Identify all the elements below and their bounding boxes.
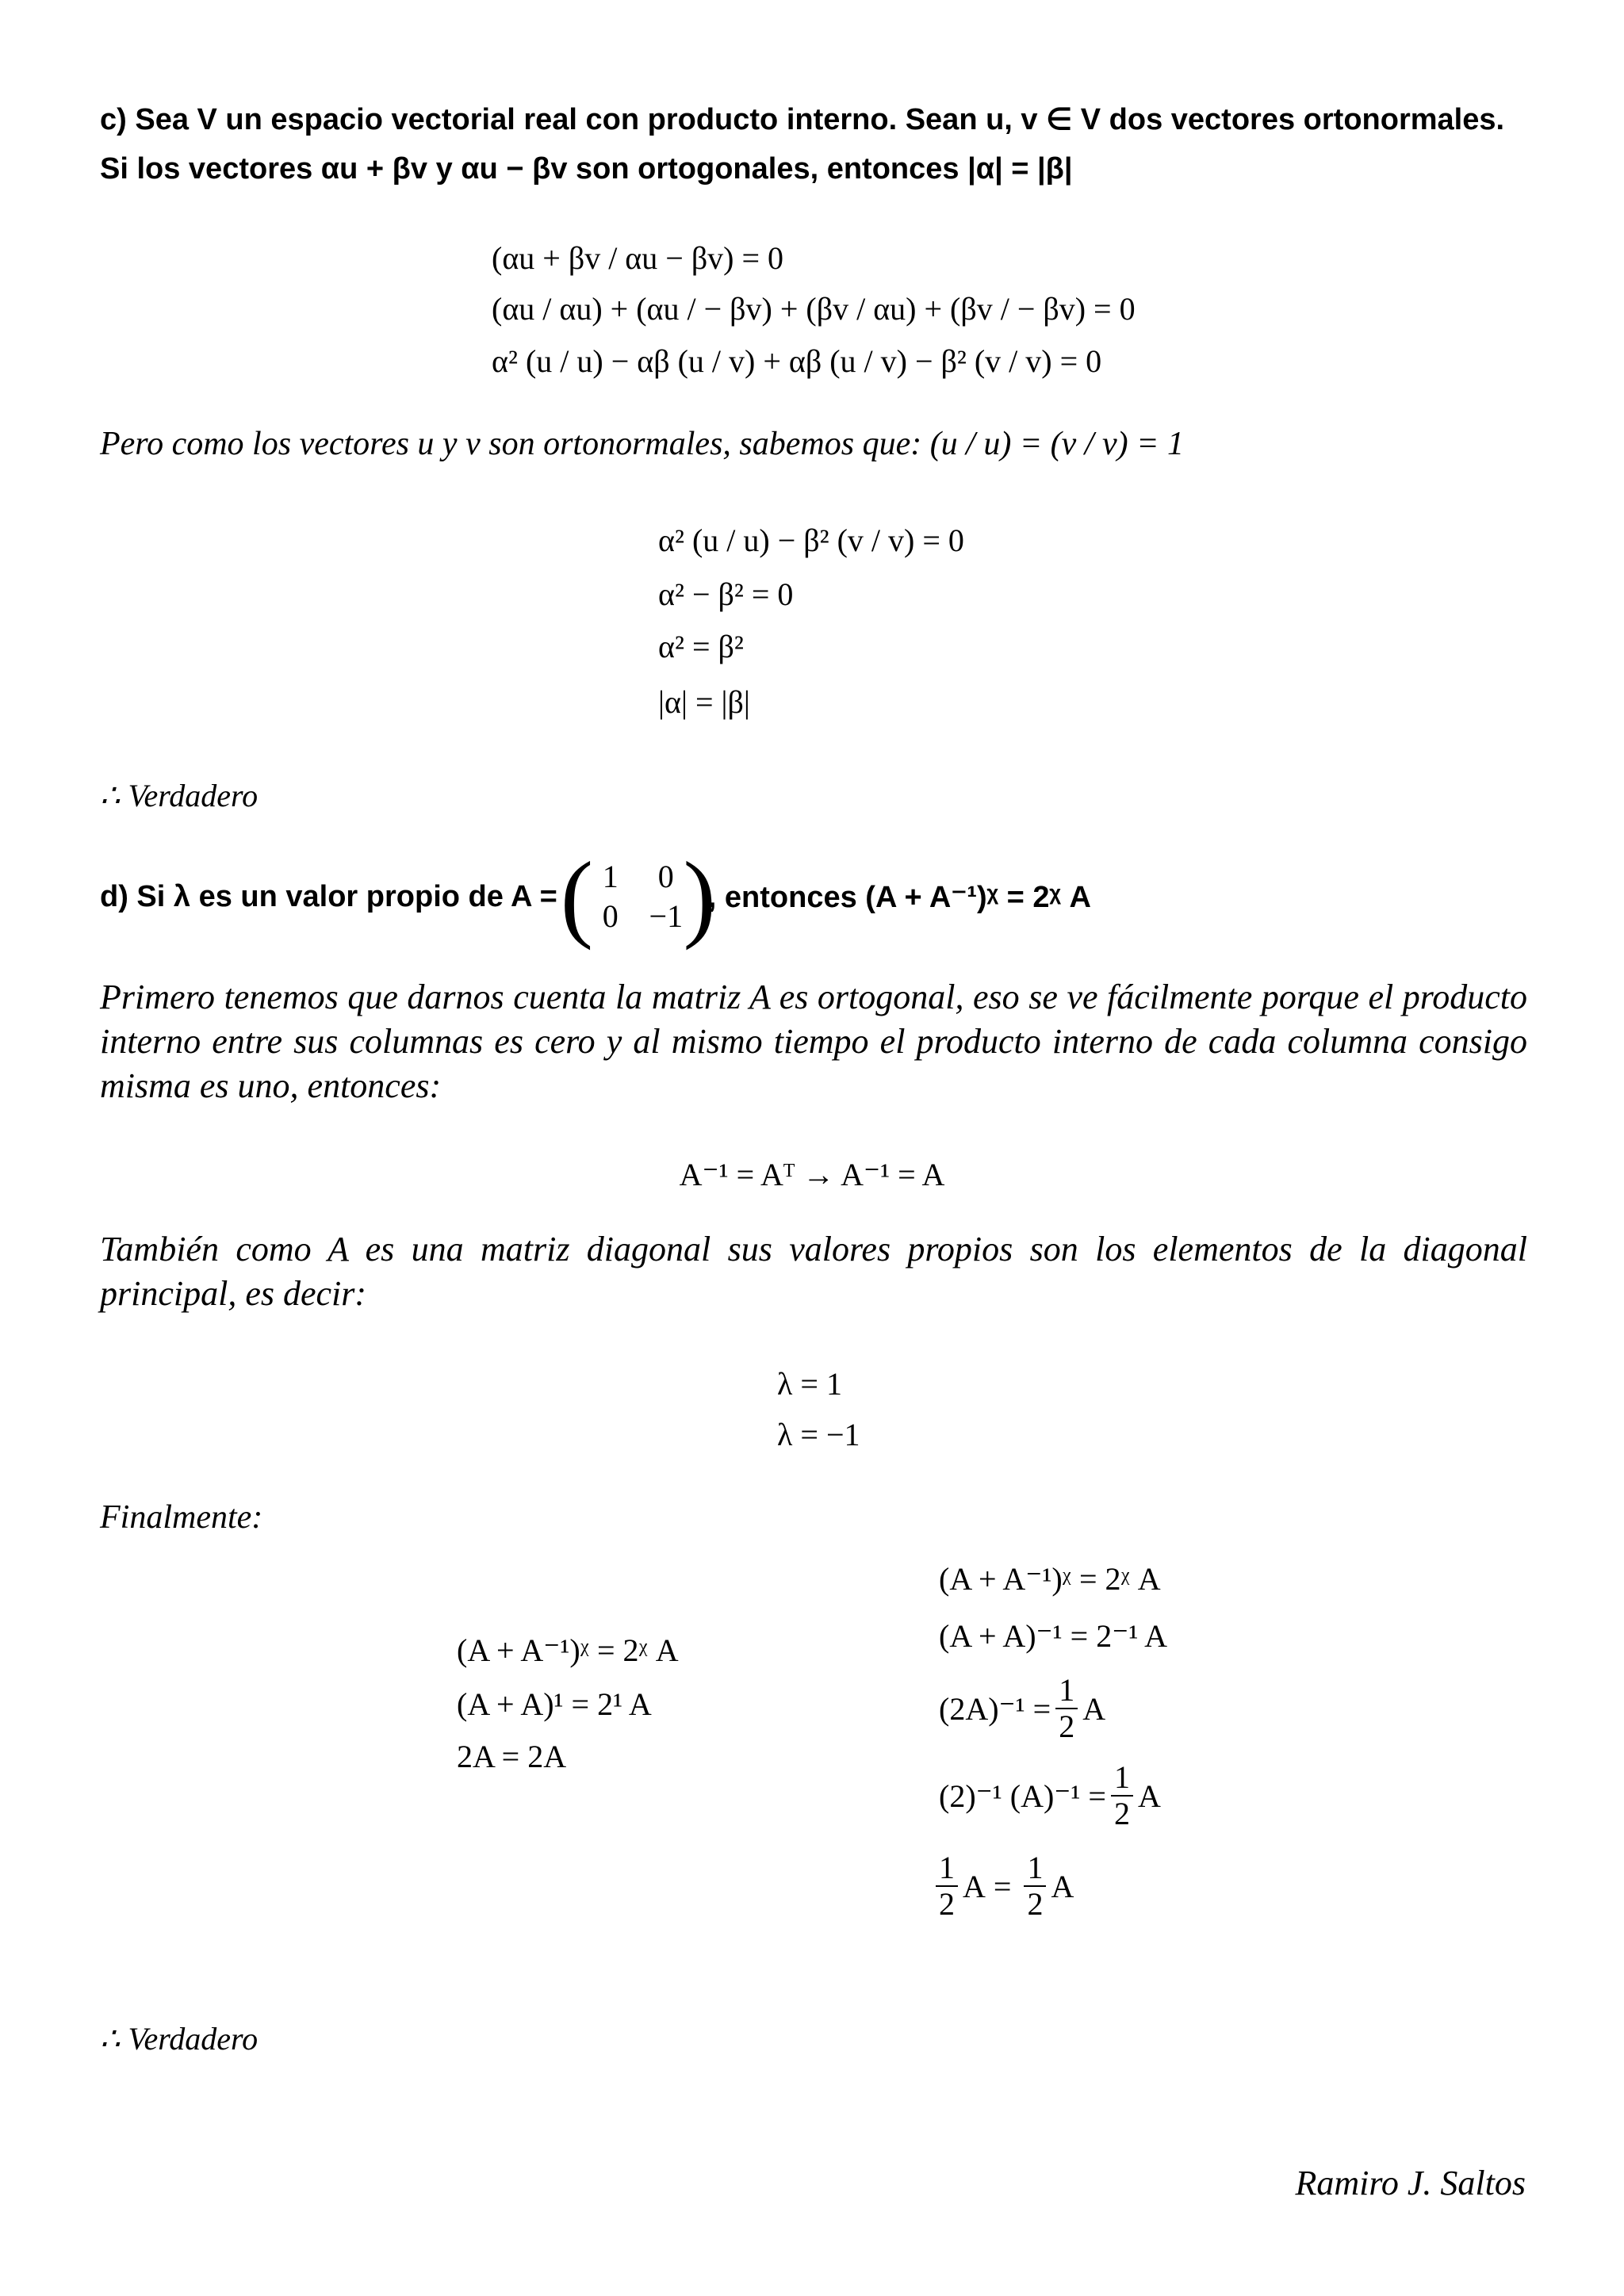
matrix-variable: A (1082, 1690, 1106, 1727)
right-step-3 (939, 1673, 1105, 1744)
left-paren: ( (560, 842, 594, 951)
part-d-statement-prefix: d) Si λ es un valor propio de A = (100, 879, 557, 913)
part-c-comment: Pero como los vectores u y v son ortonormales, sabemos que: (u / u) = (v / v) = 1 (100, 426, 1184, 462)
part-c-equation-1: (αu + βv / αu − βv) = 0 (492, 240, 784, 276)
part-d-inverse-equation: A⁻¹ = Aᵀ → A⁻¹ = A (679, 1157, 945, 1192)
matrix-cell: 0 (602, 898, 619, 934)
matrix-variable: A (1051, 1868, 1074, 1904)
fraction-denominator: 2 (1027, 1886, 1044, 1922)
fraction-denominator: 2 (1113, 1796, 1130, 1831)
part-d-statement (100, 842, 1091, 951)
fraction-numerator: 1 (1111, 1760, 1133, 1797)
part-d-paragraph-2: También como A es una matriz diagonal sus valores propios son los elementos de la diagonal principal, es decir: (100, 1230, 1527, 1313)
eigenvalue-2: λ = −1 (777, 1417, 860, 1452)
fraction-denominator: 2 (939, 1886, 955, 1922)
matrix-cell: −1 (649, 898, 684, 934)
fraction-one-half (1055, 1673, 1078, 1744)
eigenvalue-1: λ = 1 (777, 1366, 842, 1402)
right-step-4 (939, 1760, 1161, 1831)
fraction-one-half (1111, 1760, 1133, 1831)
author-signature: Ramiro J. Saltos (1295, 2164, 1526, 2202)
fraction-numerator: 1 (1055, 1673, 1078, 1709)
part-c-equation-2: (αu / αu) + (αu / − βv) + (βv / αu) + (βv / − βv) = 0 (492, 291, 1136, 327)
part-c-statement-line1: c) Sea V un espacio vectorial real con producto interno. Sean u, v ∈ V dos vectores ortonormales. (100, 103, 1505, 136)
part-c-conclusion: ∴ Verdadero (100, 778, 259, 813)
fraction-one-half (1024, 1850, 1046, 1922)
fraction-numerator: 1 (1024, 1850, 1046, 1887)
fraction-one-half (936, 1850, 958, 1922)
right-step-5 (936, 1850, 1074, 1922)
part-c-equation-4: α² (u / u) − β² (v / v) = 0 (658, 522, 964, 558)
right-step-4-left: (2)⁻¹ (A)⁻¹ = (939, 1777, 1106, 1814)
fraction-denominator: 2 (1059, 1709, 1075, 1744)
left-step-2: (A + A)¹ = 2¹ A (457, 1686, 652, 1722)
right-step-3-left: (2A)⁻¹ = (939, 1690, 1051, 1727)
part-c-equation-7: |α| = |β| (658, 684, 750, 720)
part-d-statement-suffix: , entonces (A + A⁻¹)ᵡ = 2ᵡ A (707, 880, 1091, 914)
fraction-numerator: 1 (936, 1850, 958, 1887)
matrix-cell: 1 (602, 859, 619, 894)
part-d-paragraph-1: Primero tenemos que darnos cuenta la matriz A es ortogonal, eso se ve fácilmente porque el producto interno entre sus columnas es cero y al mismo tiempo el producto interno de cada columna consigo misma es uno, entonces: (100, 978, 1527, 1105)
matrix-A (560, 842, 716, 951)
matrix-grid (583, 858, 694, 936)
matrix-variable: A (963, 1868, 986, 1904)
left-step-3: 2A = 2A (457, 1739, 567, 1774)
finally-label: Finalmente: (100, 1499, 263, 1536)
left-step-1: (A + A⁻¹)ᵡ = 2ᵡ A (457, 1632, 679, 1668)
part-d-conclusion: ∴ Verdadero (100, 2021, 259, 2057)
right-step-1: (A + A⁻¹)ᵡ = 2ᵡ A (939, 1561, 1161, 1597)
part-c-equation-5: α² − β² = 0 (658, 576, 794, 612)
right-paren: ) (683, 842, 716, 951)
part-c-statement-line2: Si los vectores αu + βv y αu − βv son ortogonales, entonces |α| = |β| (100, 152, 1073, 186)
right-step-2: (A + A)⁻¹ = 2⁻¹ A (939, 1618, 1168, 1654)
equals-sign: = (993, 1868, 1012, 1904)
part-c-equation-6: α² = β² (658, 629, 744, 664)
matrix-cell: 0 (657, 859, 674, 894)
part-c-equation-3: α² (u / u) − αβ (u / v) + αβ (u / v) − β² (v / v) = 0 (492, 343, 1102, 379)
matrix-variable: A (1137, 1777, 1161, 1814)
